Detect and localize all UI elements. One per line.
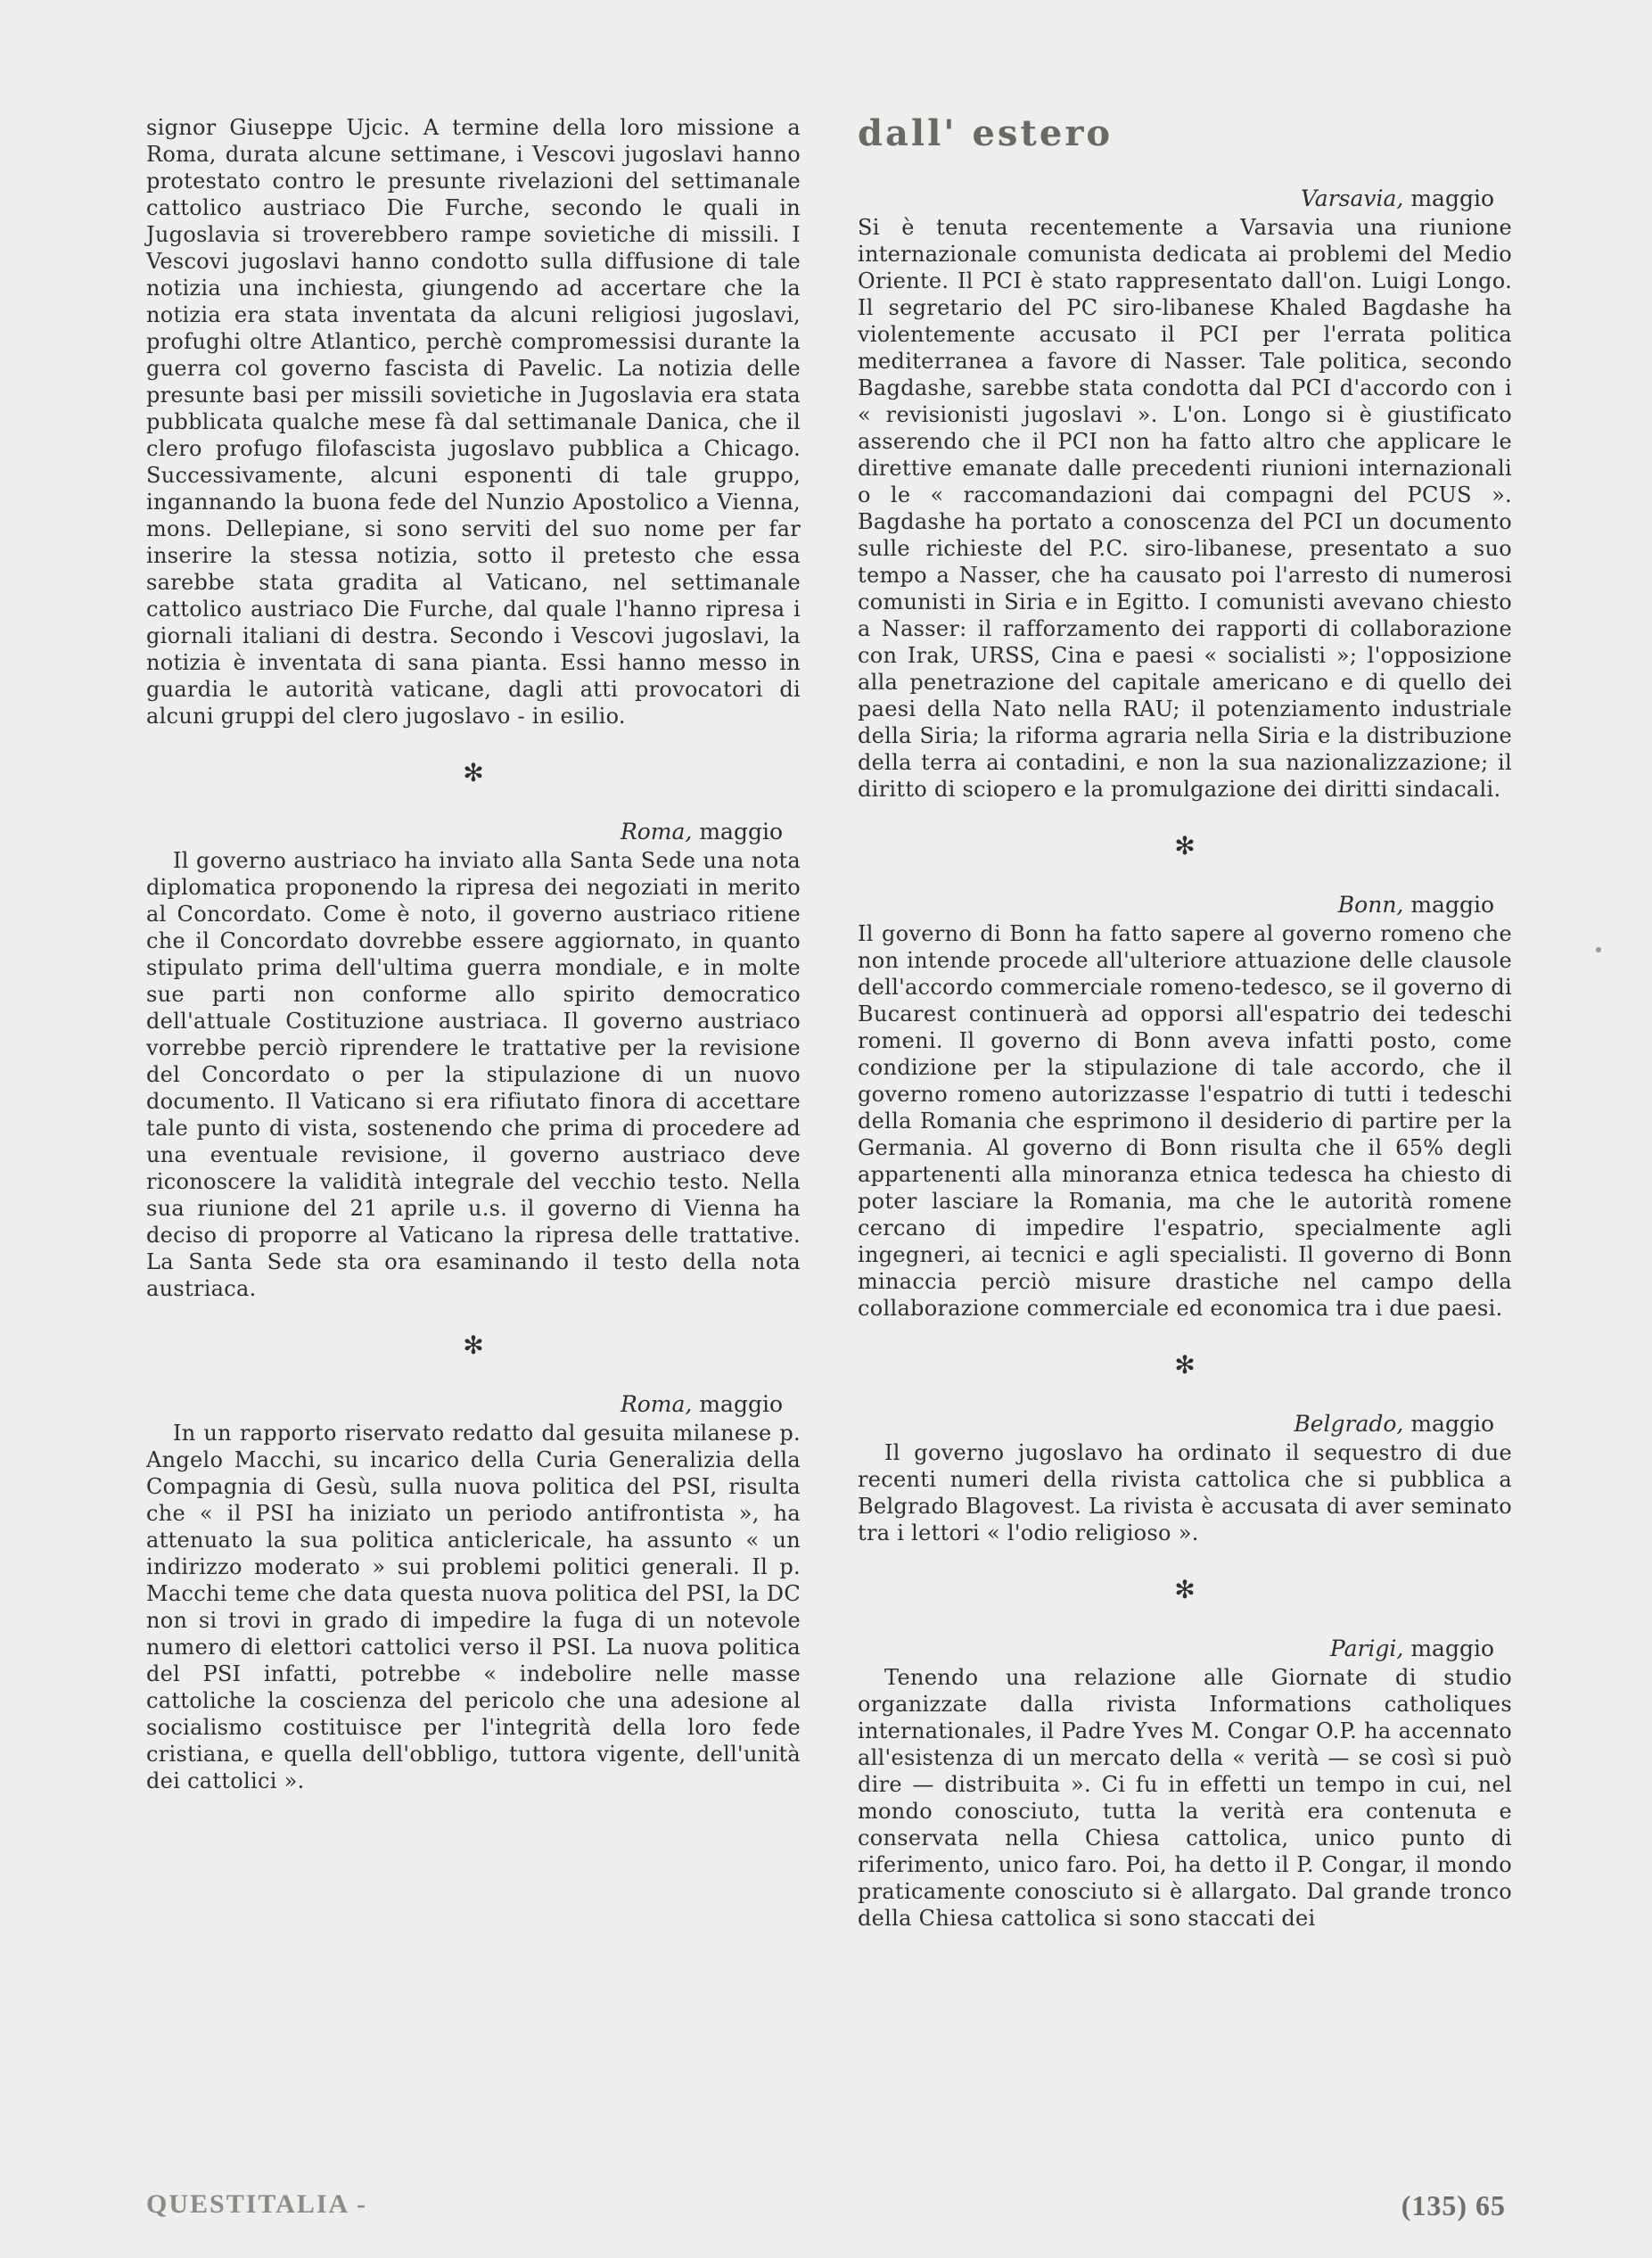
dateline <box>858 1411 1512 1438</box>
dateline <box>858 185 1512 212</box>
page-number: (135) 65 <box>1401 2189 1506 2221</box>
article-text: Si è tenuta recentemente a Varsavia una riunione internazionale comunista dedicata ai problemi del Medio Oriente. Il PCI è stato rappresentato dall'on. Luigi Longo. Il segretario del PC siro-libanese Khaled Bagdashe ha violentemente accusato il PCI per l'errata politica mediterranea a favore di Nasser. Tale politica, secondo Bagdashe, sarebbe stata condotta dal PCI d'accordo con i « revisionisti jugoslavi ». L'on. Longo si è giustificato asserendo che il PCI non ha fatto altro che applicare le direttive emanate dalle precedenti riunioni internazionali o le « raccomandazioni dai compagni del PCUS ». Bagdashe ha portato a conoscenza del PCI un documento sulle richieste del P.C. siro-libanese, presentato a suo tempo a Nasser, che ha causato poi l'arresto di numerosi comunisti in Siria e in Egitto. I comunisti avevano chiesto a Nasser: il rafforzamento dei rapporti di collaborazione con Irak, URSS, Cina e paesi « socialisti »; l'opposizione alla penetrazione del capitale americano e di quello dei paesi della Nato nella RAU; il potenziamento industriale della Siria; la riforma agraria nella Siria e la distribuzione della terra ai contadini, e non la sua nazionalizzazione; il diritto di sciopero e la promulgazione dei diritti sindacali. <box>858 215 1512 802</box>
article-text: Il governo jugoslavo ha ordinato il sequestro di due recenti numeri della rivista cattolica che si pubblica a Belgrado Blagovest. La rivista è accusata di aver seminato tra i lettori « l'odio religioso ». <box>858 1440 1512 1545</box>
dateline <box>146 1391 801 1418</box>
separator-asterisk: ✻ <box>1174 1350 1196 1380</box>
dateline-place: Roma, <box>620 819 693 845</box>
dateline <box>146 819 801 845</box>
section-title: dall' estero <box>858 112 1114 154</box>
news-item-belgrado <box>858 1411 1512 1546</box>
dateline-place: Bonn, <box>1337 892 1404 918</box>
news-item-roma-2 <box>146 1391 801 1794</box>
dateline-month: maggio <box>1410 1411 1494 1437</box>
news-item-bonn <box>858 892 1512 1322</box>
separator-asterisk: ✻ <box>1174 1575 1196 1604</box>
separator-asterisk: ✻ <box>463 1331 484 1360</box>
separator-asterisk: ✻ <box>463 758 484 787</box>
right-column <box>858 114 1512 1932</box>
article-text: Il governo di Bonn ha fatto sapere al governo romeno che non intende procede all'ulteriore attuazione delle clausole dell'accordo commerciale romeno-tedesco, se il governo di Bucarest continuerà ad opporsi all'espatrio dei tedeschi romeni. Il governo di Bonn aveva infatti posto, come condizione per la stipulazione di tale accordo, che il governo romeno autorizzasse l'espatrio di tutti i tedeschi della Romania che esprimono il desiderio di partire per la Germania. Al governo di Bonn risulta che il 65% degli appartenenti alla minoranza etnica tedesca ha chiesto di poter lasciare la Romania, ma che le autorità romene cercano di impedire l'espatrio, specialmente agli ingegneri, ai tecnici e agli specialisti. Il governo di Bonn minaccia perciò misure drastiche nel campo della collaborazione commerciale ed economica tra i due paesi. <box>858 921 1512 1321</box>
dateline-place: Roma, <box>620 1391 693 1417</box>
dateline-month: maggio <box>699 819 783 845</box>
dateline-place: Varsavia, <box>1301 185 1404 211</box>
paper-speck <box>1596 947 1601 952</box>
dateline-month: maggio <box>1410 892 1494 918</box>
news-item-varsavia <box>858 185 1512 803</box>
dateline-month: maggio <box>699 1391 783 1417</box>
separator-asterisk: ✻ <box>1174 831 1196 861</box>
dateline-place: Parigi, <box>1329 1636 1404 1661</box>
dateline-place: Belgrado, <box>1294 1411 1404 1437</box>
dateline-month: maggio <box>1410 185 1494 211</box>
article-text: Il governo austriaco ha inviato alla Santa Sede una nota diplomatica proponendo la ripresa dei negoziati in merito al Concordato. Come è noto, il governo austriaco ritiene che il Concordato dovrebbe essere aggiornato, in quanto stipulato prima dell'ultima guerra mondiale, e in molte sue parti non conforme allo spirito democratico dell'attuale Costituzione austriaca. Il governo austriaco vorrebbe perciò riprendere le trattative per la revisione del Concordato o per la stipulazione di un nuovo documento. Il Vaticano si era rifiutato finora di accettare tale punto di vista, sostenendo che prima di procedere ad una eventuale revisione, il governo austriaco deve riconoscere la validità integrale del vecchio testo. Nella sua riunione del 21 aprile u.s. il governo di Vienna ha deciso di proporre al Vaticano la ripresa delle trattative. La Santa Sede sta ora esaminando il testo della nota austriaca. <box>146 848 801 1301</box>
article-text: signor Giuseppe Ujcic. A termine della loro missione a Roma, durata alcune settimane, i Vescovi jugoslavi hanno protestato contro le presunte rivelazioni del settimanale cattolico austriaco Die Furche, secondo le quali in Jugoslavia si troverebbero rampe sovietiche di missili. I Vescovi jugoslavi hanno condotto sulla diffusione di tale notizia una inchiesta, giungendo ad accertare che la notizia era stata inventata da alcuni religiosi jugoslavi, profughi oltre Atlantico, perchè compromessisi durante la guerra col governo fascista di Pavelic. La notizia delle presunte basi per missili sovietiche in Jugoslavia era stata pubblicata qualche mese fà dal settimanale Danica, che il clero profugo filofascista jugoslavo pubblica a Chicago. Successivamente, alcuni esponenti di tale gruppo, ingannando la buona fede del Nunzio Apostolico a Vienna, mons. Dellepiane, si sono serviti del suo nome per far inserire la stessa notizia, sotto il pretesto che essa sarebbe stata gradita al Vaticano, nel settimanale cattolico austriaco Die Furche, dal quale l'hanno ripresa i giornali italiani di destra. Secondo i Vescovi jugoslavi, la notizia è inventata di sana pianta. Essi hanno messo in guardia le autorità vaticane, dagli atti provocatori di alcuni gruppi del clero jugoslavo - in esilio. <box>146 115 801 729</box>
article-continuation <box>146 114 801 729</box>
article-text: Tenendo una relazione alle Giornate di studio organizzate dalla rivista Informations catholiques internationales, il Padre Yves M. Congar O.P. ha accennato all'esistenza di un mercato della « verità — se così si può dire — distribuita ». Ci fu in effetti un tempo in cui, nel mondo conosciuto, tutta la verità era contenuta e conservata nella Chiesa cattolica, unico punto di riferimento, unico faro. Poi, ha detto il P. Congar, il mondo praticamente conosciuto si è allargato. Dal grande tronco della Chiesa cattolica si sono staccati dei <box>858 1665 1512 1931</box>
publication-name: QUESTITALIA - <box>146 2189 368 2219</box>
dateline <box>858 1636 1512 1662</box>
news-item-roma-1 <box>146 819 801 1302</box>
article-text: In un rapporto riservato redatto dal gesuita milanese p. Angelo Macchi, su incarico della Curia Generalizia della Compagnia di Gesù, sulla nuova politica del PSI, risulta che « il PSI ha iniziato un periodo antifrontista », ha attenuato la sua politica anticlericale, ha assunto « un indirizzo moderato » sui problemi politici generali. Il p. Macchi teme che data questa nuova politica del PSI, la DC non si trovi in grado di impedire la fuga di un notevole numero di elettori cattolici verso il PSI. La nuova politica del PSI infatti, potrebbe « indebolire nelle masse cattoliche la coscienza del pericolo che una adesione al socialismo costituisce per l'integrità della loro fede cristiana, e quella dell'obbligo, tuttora vigente, dell'unità dei cattolici ». <box>146 1421 801 1793</box>
left-column <box>146 114 801 1794</box>
dateline-month: maggio <box>1410 1636 1494 1661</box>
dateline <box>858 892 1512 919</box>
news-item-parigi <box>858 1636 1512 1932</box>
